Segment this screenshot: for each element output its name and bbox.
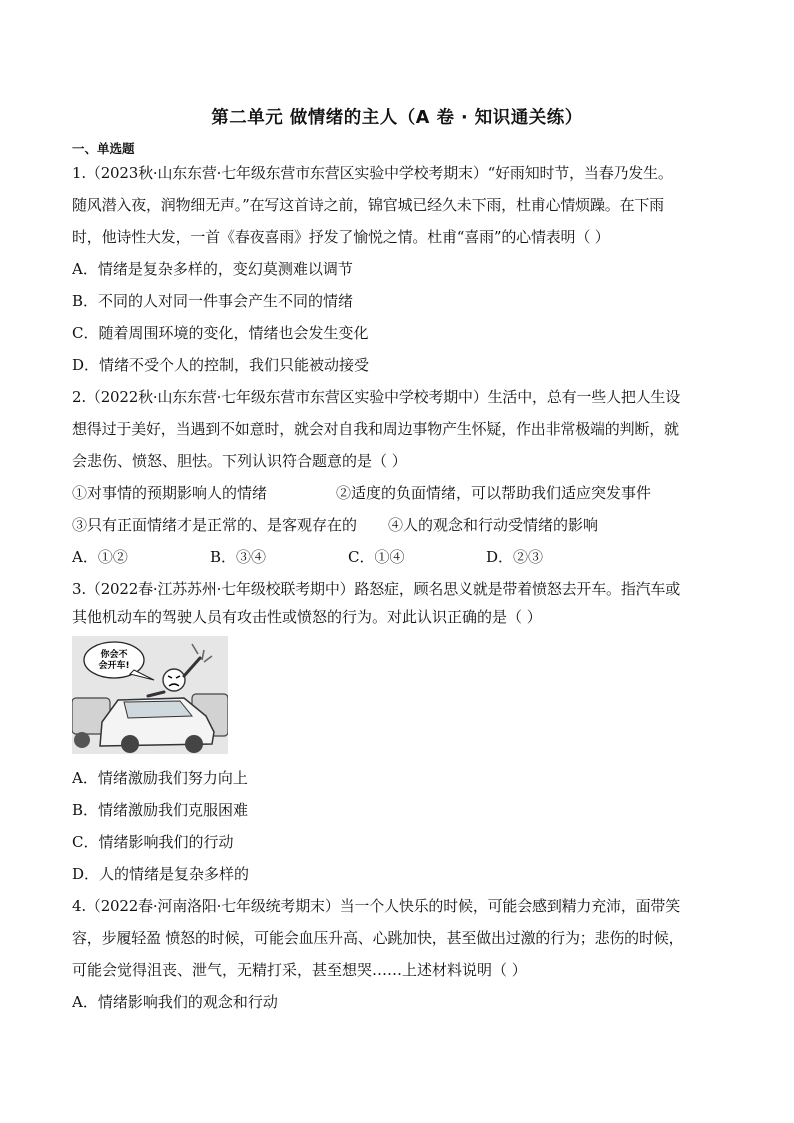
question-2-choices	[72, 547, 732, 567]
question-2-statement-1: ①对事情的预期影响人的情绪	[72, 484, 268, 502]
question-1-stem-line-3: 时，他诗性大发，一首《春夜喜雨》抒发了愉悦之情。杜甫“喜雨”的心情表明（ ）	[72, 228, 610, 246]
question-2-stem-line-2: 想得过于美好，当遇到不如意时，就会对自我和周边事物产生怀疑，作出非常极端的判断，就	[72, 420, 679, 438]
question-2-choice-b[interactable]: B．③④	[210, 548, 267, 566]
question-1-option-a[interactable]: A．情绪是复杂多样的，变幻莫测难以调节	[72, 260, 353, 278]
main-car-window	[124, 701, 192, 718]
angry-driver-head	[163, 669, 185, 691]
question-2-statement-2: ②适度的负面情绪，可以帮助我们适应突发事件	[336, 484, 652, 502]
question-2-choice-d[interactable]: D．②③	[486, 548, 544, 566]
question-3-option-c[interactable]: C．情绪影响我们的行动	[72, 833, 234, 851]
question-2-choice-a[interactable]: A．①②	[72, 548, 128, 566]
question-2-statement-4: ④人的观念和行动受情绪的影响	[388, 516, 599, 534]
question-2-stem-line-3: 会悲伤、愤怒、胆怯。下列认识符合题意的是（ ）	[72, 452, 407, 470]
question-1-stem-line-1: 1.（2023秋·山东东营·七年级东营市东营区实验中学校考期末）“好雨知时节，当春乃发生。	[72, 164, 673, 182]
question-3-option-b[interactable]: B．情绪激励我们克服困难	[72, 801, 249, 819]
question-4-stem-line-2: 容，步履轻盈 愤怒的时候，可能会血压升高、心跳加快，甚至做出过激的行为；悲伤的时候，	[72, 929, 684, 947]
question-1-option-b[interactable]: B．不同的人对同一件事会产生不同的情绪	[72, 292, 354, 310]
question-2-stem-line-1: 2.（2022秋·山东东营·七年级东营市东营区实验中学校考期中）生活中，总有一些人把人生设	[72, 388, 681, 406]
question-3-stem-line-2: 其他机动车的驾驶人员有攻击性或愤怒的行为。对此认识正确的是（ ）	[72, 608, 542, 626]
road-rage-cartoon	[72, 636, 228, 754]
question-2-statement-3: ③只有正面情绪才是正常的、是客观存在的	[72, 516, 358, 534]
question-3-option-d[interactable]: D．人的情绪是复杂多样的	[72, 865, 250, 883]
question-1-option-c[interactable]: C．随着周围环境的变化，情绪也会发生变化	[72, 324, 369, 342]
question-2-statements-row-1	[72, 483, 732, 503]
main-car-wheel-rear	[185, 735, 203, 753]
question-1-stem-line-2: 随风潜入夜，润物细无声。”在写这首诗之前，锦官城已经久未下雨，杜甫心情烦躁。在下雨	[72, 196, 664, 214]
question-4-stem-line-1: 4.（2022春·河南洛阳·七年级统考期末）当一个人快乐的时候，可能会感到精力充沛，面带笑	[72, 897, 681, 915]
question-2-choice-c[interactable]: C．①④	[348, 548, 405, 566]
speech-text-line-1: 你会不	[100, 650, 128, 660]
question-4-option-a[interactable]: A．情绪影响我们的观念和行动	[72, 993, 278, 1011]
question-3-option-a[interactable]: A．情绪激励我们努力向上	[72, 769, 248, 787]
background-car-wheel	[74, 732, 90, 748]
question-3-stem-line-1: 3.（2022春·江苏苏州·七年级校联考期中）路怒症，顾名思义就是带着愤怒去开车。指汽车或	[72, 580, 681, 598]
question-4-stem-line-3: 可能会觉得沮丧、泄气，无精打采，甚至想哭……上述材料说明（ ）	[72, 961, 527, 979]
speech-text-line-2: 会开车!	[98, 661, 130, 671]
main-car-wheel-front	[121, 735, 139, 753]
section-heading: 一、单选题	[72, 141, 135, 156]
page-title: 第二单元 做情绪的主人（A 卷 · 知识通关练）	[211, 108, 583, 128]
question-2-statements-row-2	[72, 515, 732, 535]
question-1-option-d[interactable]: D．情绪不受个人的控制，我们只能被动接受	[72, 356, 370, 374]
